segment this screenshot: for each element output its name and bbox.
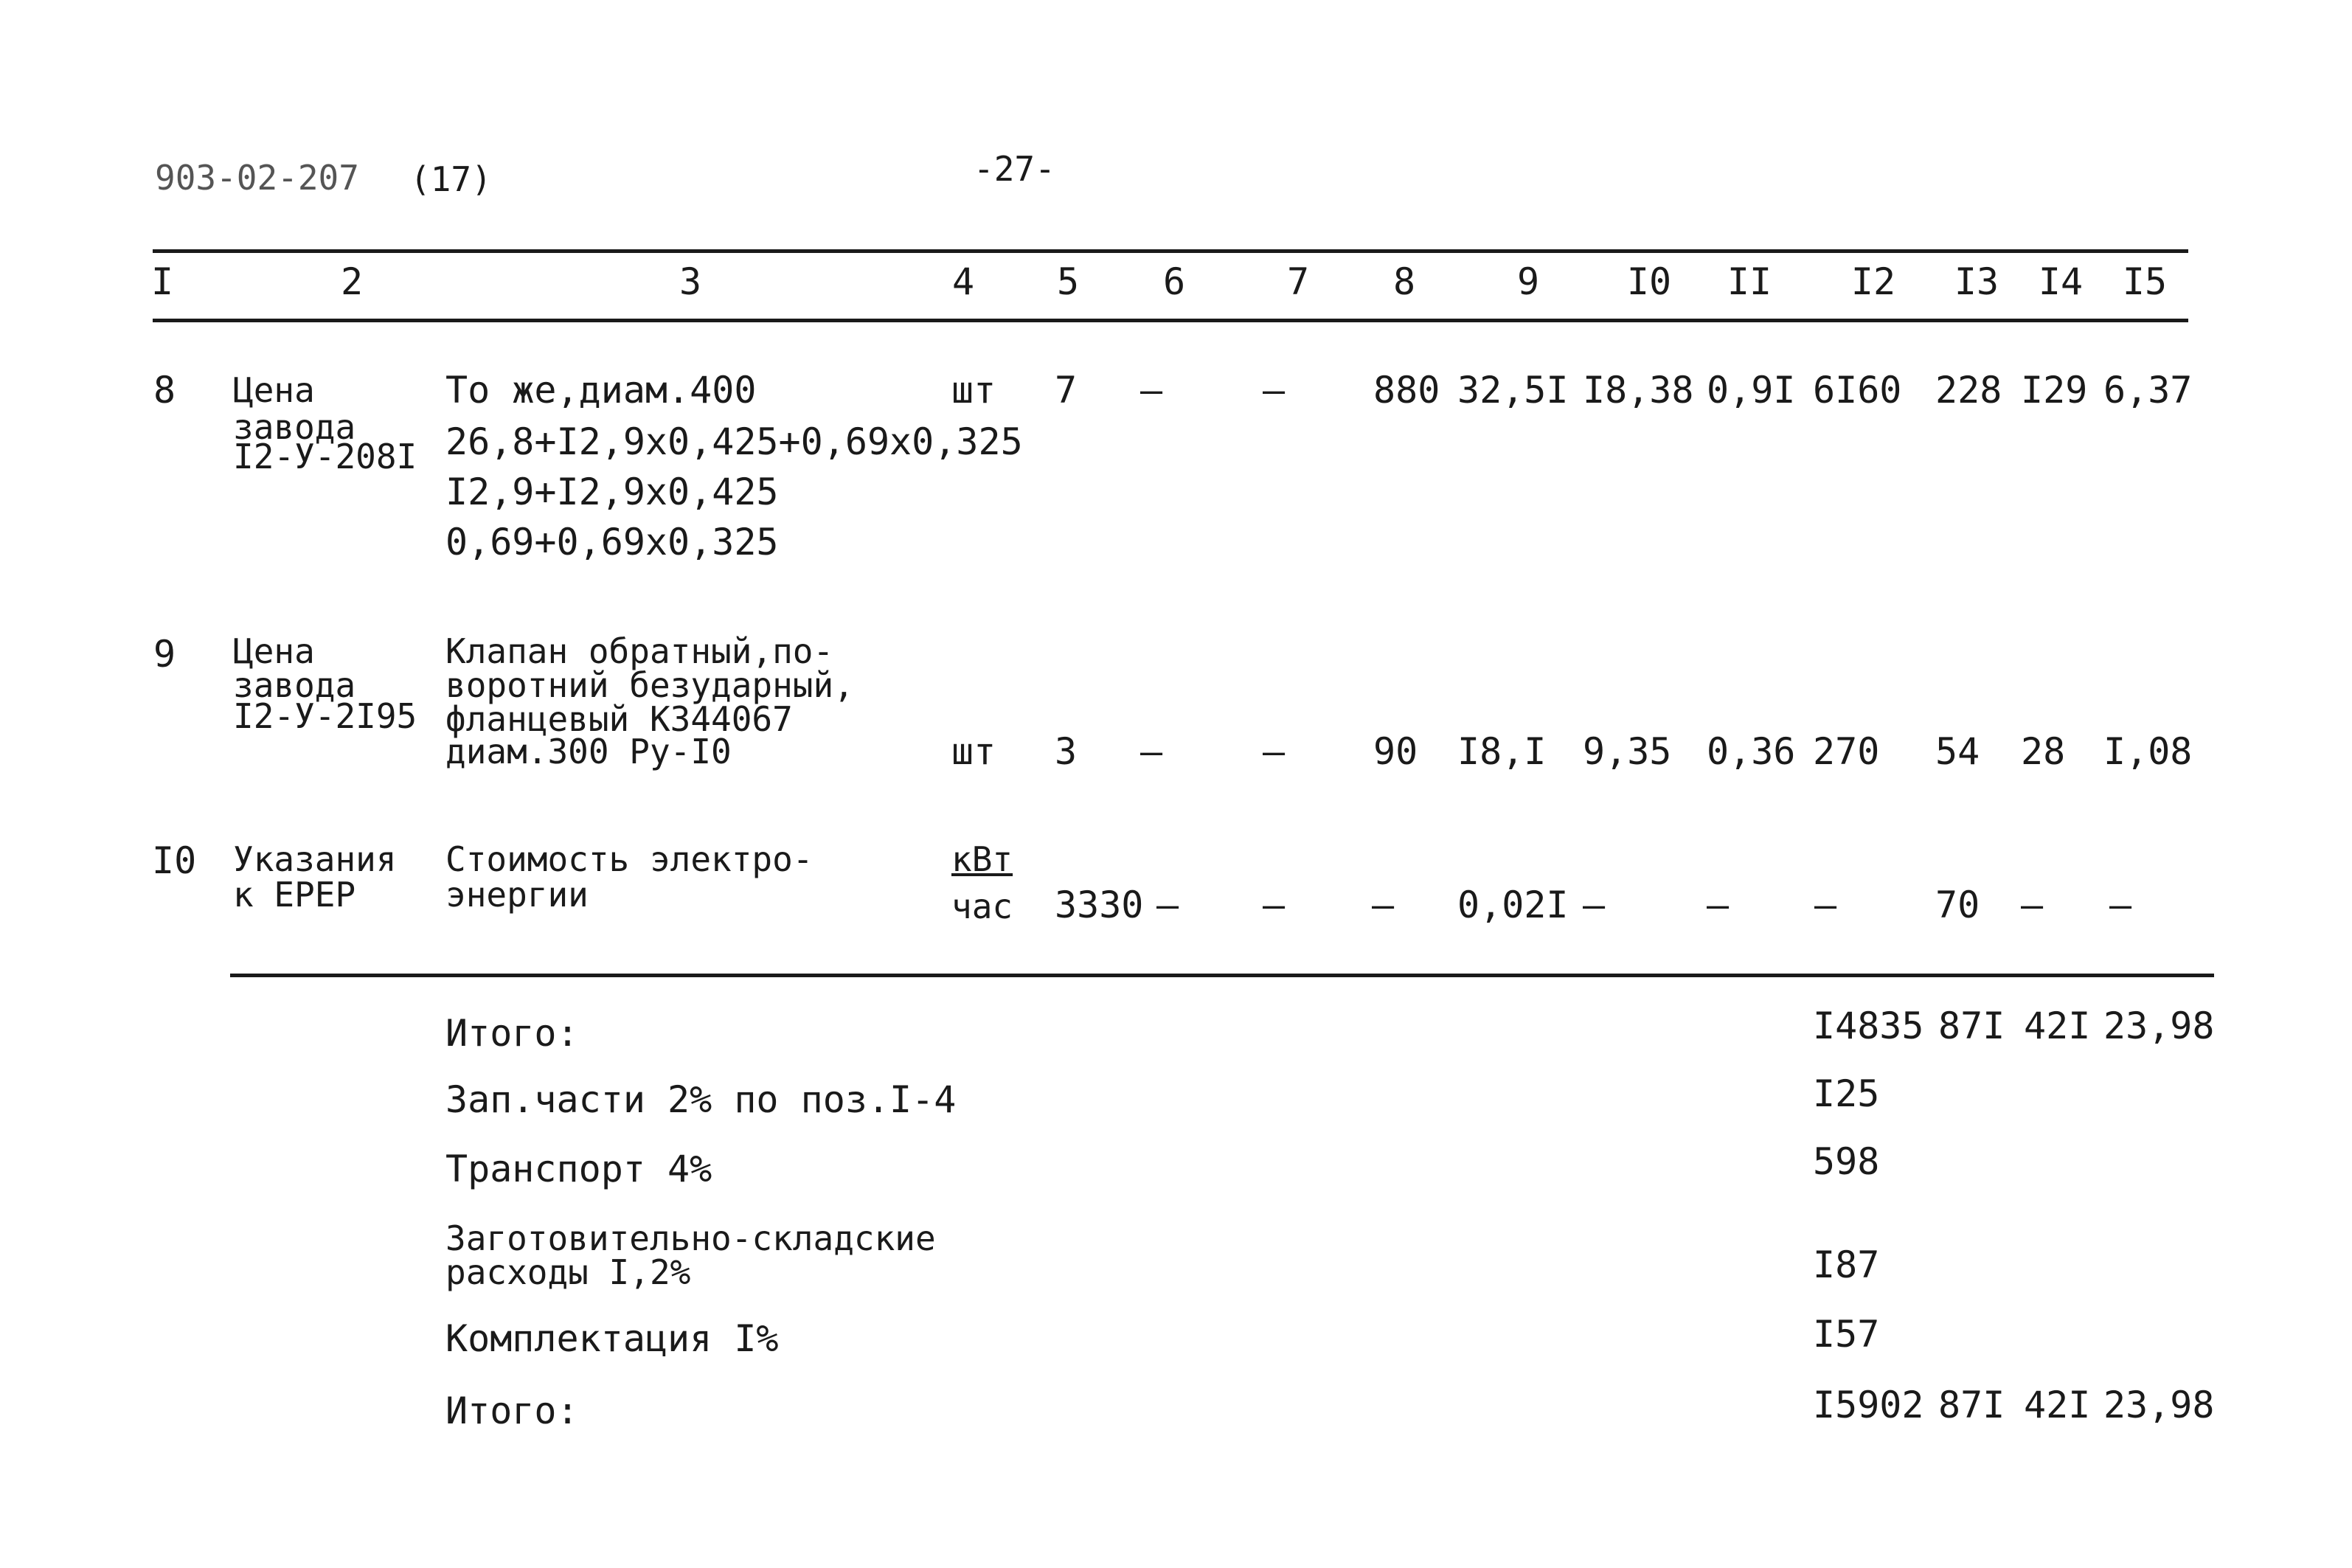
cell-col15: – [2109, 884, 2132, 926]
document-code: 903-02-207 [155, 158, 359, 198]
price-source-line: Цена [233, 631, 315, 671]
summary-col12: 598 [1813, 1140, 1880, 1183]
summary-col15: 23,98 [2103, 1384, 2215, 1426]
cell-col14: 28 [2021, 730, 2066, 773]
summary-col12: I4835 [1813, 1005, 1924, 1047]
summary-label: Комплектация I% [445, 1317, 779, 1360]
cell-col13: 228 [1935, 369, 2002, 412]
summary-col12: I25 [1813, 1072, 1880, 1115]
cell-col7: – [1263, 884, 1286, 926]
cell-col12: – [1814, 884, 1837, 926]
cell-col10: – [1583, 884, 1606, 926]
price-source-line: к ЕРЕР [233, 875, 356, 915]
document-sheet-suffix: (17) [410, 159, 492, 199]
cell-col10: 9,35 [1583, 730, 1672, 773]
cell-col9: 32,5I [1457, 369, 1569, 412]
cell-col5: 3330 [1055, 884, 1144, 926]
summary-col15: 23,98 [2103, 1005, 2215, 1047]
summary-col12: I57 [1813, 1313, 1880, 1356]
cell-col13: 70 [1935, 884, 1980, 926]
column-header: I3 [1954, 260, 1999, 303]
cell-col11: 0,36 [1707, 730, 1796, 773]
cell-col6: – [1140, 369, 1163, 412]
column-header: 7 [1286, 260, 1310, 303]
cell-col7: – [1263, 369, 1286, 412]
cell-col10: I8,38 [1583, 369, 1694, 412]
price-source-line: завода [233, 665, 356, 705]
cell-col8: 880 [1373, 369, 1440, 412]
cell-col9: 0,02I [1457, 884, 1569, 926]
column-header: I0 [1626, 260, 1672, 303]
table-header-bottom-rule [153, 319, 2188, 322]
cell-col6: – [1156, 884, 1179, 926]
price-source-line: Цена [233, 370, 315, 410]
description-line: I2,9+I2,9х0,425 [445, 471, 779, 513]
summary-col13: 87I [1938, 1384, 2005, 1426]
cell-col7: – [1263, 730, 1286, 773]
description-line: диам.300 Ру-I0 [445, 732, 732, 771]
price-source-line: I2-У-208I [233, 437, 417, 476]
unit-cell: шт [951, 730, 996, 773]
summary-label: Итого: [445, 1390, 579, 1432]
description-line: То же,диам.400 [445, 369, 757, 412]
column-header: 2 [340, 260, 364, 303]
summary-label: Итого: [445, 1012, 579, 1055]
summary-label: Заготовительно-складские [445, 1218, 936, 1258]
row-number: 8 [153, 369, 176, 412]
row-number: 9 [153, 633, 176, 676]
description-line: энергии [445, 875, 589, 915]
cell-col9: I8,I [1457, 730, 1547, 773]
cell-col14: – [2021, 884, 2044, 926]
description-line: фланцевый К344067 [445, 699, 793, 739]
column-header: I4 [2038, 260, 2084, 303]
description-line: Клапан обратный,по- [445, 631, 834, 671]
summary-top-rule [230, 974, 2214, 977]
price-source-line: завода [233, 407, 356, 447]
cell-col13: 54 [1935, 730, 1980, 773]
row-number: I0 [152, 839, 197, 882]
cell-col8: 90 [1373, 730, 1418, 773]
unit-cell: шт [951, 369, 996, 412]
page-number: -27- [974, 149, 1055, 189]
description-line: Стоимость электро- [445, 839, 814, 879]
column-header: 5 [1056, 260, 1080, 303]
summary-label: расходы I,2% [445, 1252, 691, 1292]
cell-col12: 270 [1813, 730, 1880, 773]
cell-col8: – [1372, 884, 1395, 926]
column-header: I5 [2122, 260, 2168, 303]
description-line: 26,8+I2,9х0,425+0,69х0,325 [445, 420, 1023, 463]
price-source-line: I2-У-2I95 [233, 696, 417, 736]
cell-col6: – [1140, 730, 1163, 773]
description-line: 0,69+0,69х0,325 [445, 521, 779, 563]
cell-col5: 7 [1055, 369, 1078, 412]
summary-label: Транспорт 4% [445, 1148, 712, 1190]
column-header: 4 [951, 260, 975, 303]
cell-col12: 6I60 [1813, 369, 1902, 412]
summary-label: Зап.части 2% по поз.I-4 [445, 1078, 957, 1121]
summary-col14: 42I [2024, 1384, 2091, 1426]
column-header: 3 [679, 260, 702, 303]
column-header: I2 [1850, 260, 1896, 303]
summary-col13: 87I [1938, 1005, 2005, 1047]
cell-col15: 6,37 [2103, 369, 2193, 412]
column-header: II [1727, 260, 1772, 303]
column-header: 9 [1516, 260, 1540, 303]
cell-col11: 0,9I [1707, 369, 1796, 412]
table-top-rule [153, 249, 2188, 253]
summary-col12: I87 [1813, 1243, 1880, 1286]
column-header: I [150, 260, 174, 303]
column-header: 6 [1162, 260, 1186, 303]
unit-cell-top: кВт [951, 839, 1013, 879]
cell-col15: I,08 [2103, 730, 2193, 773]
column-header: 8 [1392, 260, 1416, 303]
description-line: воротний безударный, [445, 665, 854, 705]
cell-col5: 3 [1055, 730, 1078, 773]
cell-col14: I29 [2021, 369, 2088, 412]
cell-col11: – [1707, 884, 1730, 926]
summary-col14: 42I [2024, 1005, 2091, 1047]
unit-cell-bottom: час [951, 887, 1013, 926]
summary-col12: I5902 [1813, 1384, 1924, 1426]
price-source-line: Указания [233, 839, 397, 879]
